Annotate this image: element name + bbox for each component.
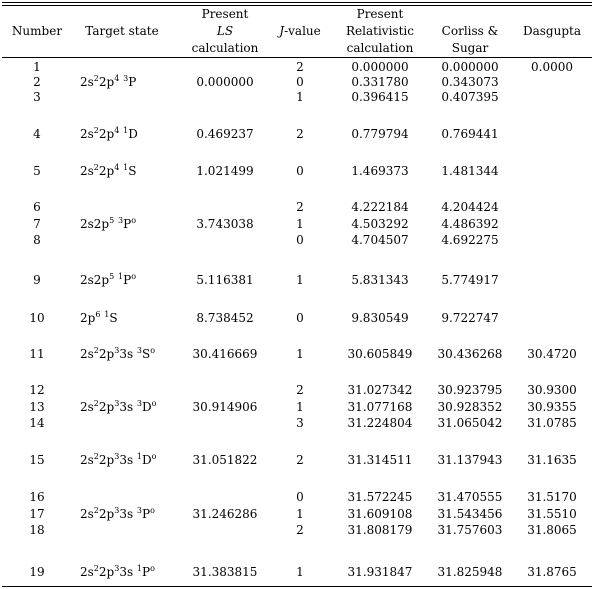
cell-n-15: 15	[29, 453, 45, 467]
cell-dg-17: 31.5510	[527, 507, 577, 521]
cell-dg-15: 31.1635	[527, 453, 577, 467]
cell-j-2: 0	[296, 75, 304, 89]
cell-dg-14: 31.0785	[527, 416, 577, 430]
cell-ls-9: 5.116381	[196, 273, 254, 287]
cell-cs-5: 1.481344	[441, 164, 499, 178]
cell-n-6: 6	[33, 200, 41, 214]
cell-cs-17: 31.543456	[437, 507, 503, 521]
cell-state-10: $2p^6$ $^1$S	[80, 310, 118, 325]
cell-cs-8: 4.692275	[441, 233, 499, 247]
header-number: Number	[11, 24, 63, 38]
cell-j-4: 2	[296, 127, 304, 141]
cell-n-18: 18	[29, 523, 45, 537]
header-rel-line2: Relativistic	[346, 24, 414, 38]
header-dasgupta: Dasgupta	[522, 24, 581, 38]
header-ls-line1: Present	[201, 7, 249, 21]
cell-j-10: 0	[296, 311, 304, 325]
top-rule	[2, 2, 592, 3]
header-ls-line2: LS	[216, 24, 234, 38]
cell-cs-7: 4.486392	[441, 217, 499, 231]
cell-dg-16: 31.5170	[527, 490, 577, 504]
cell-cs-3: 0.407395	[441, 90, 499, 104]
header-cs-line1: Corliss &	[441, 24, 499, 38]
cell-j-13: 1	[296, 400, 304, 414]
cell-n-19: 19	[29, 565, 45, 579]
cell-cs-12: 30.923795	[437, 383, 503, 397]
cell-rel-15: 31.314511	[347, 453, 413, 467]
cell-cs-6: 4.204424	[441, 200, 499, 214]
cell-j-11: 1	[296, 347, 304, 361]
cell-j-12: 2	[296, 383, 304, 397]
cell-rel-18: 31.808179	[347, 523, 413, 537]
cell-cs-11: 30.436268	[437, 347, 503, 361]
cell-cs-1: 0.000000	[441, 60, 499, 74]
cell-dg-19: 31.8765	[527, 565, 577, 579]
cell-ls-17: 31.246286	[192, 507, 258, 521]
top-rule-double	[2, 5, 592, 6]
cell-ls-7: 3.743038	[196, 217, 254, 231]
cell-cs-14: 31.065042	[437, 416, 503, 430]
cell-n-12: 12	[29, 383, 45, 397]
cell-state-17: $2s^22p^33s$ $^3P^o$	[80, 506, 155, 521]
header-j-value: J-value	[279, 24, 321, 38]
cell-j-7: 1	[296, 217, 304, 231]
cell-state-4: $2s^22p^4$ $^1$D	[80, 126, 138, 141]
cell-j-16: 0	[296, 490, 304, 504]
cell-cs-2: 0.343073	[441, 75, 499, 89]
cell-rel-2: 0.331780	[351, 75, 409, 89]
cell-ls-15: 31.051822	[192, 453, 258, 467]
header-ls-line3: calculation	[191, 41, 259, 55]
cell-rel-19: 31.931847	[347, 565, 413, 579]
cell-ls-5: 1.021499	[196, 164, 254, 178]
cell-ls-4: 0.469237	[196, 127, 254, 141]
cell-rel-3: 0.396415	[351, 90, 409, 104]
cell-n-13: 13	[29, 400, 45, 414]
cell-state-7: $2s2p^5$ $^3P^o$	[80, 216, 137, 231]
cell-rel-11: 30.605849	[347, 347, 413, 361]
cell-ls-11: 30.416669	[192, 347, 258, 361]
cell-n-11: 11	[29, 347, 45, 361]
cell-state-19: $2s^22p^33s$ $^1P^o$	[80, 564, 155, 579]
bottom-rule	[2, 586, 592, 587]
cell-n-1: 1	[33, 60, 41, 74]
cell-j-18: 2	[296, 523, 304, 537]
cell-cs-19: 31.825948	[437, 565, 503, 579]
cell-n-7: 7	[33, 217, 41, 231]
header-cs-line2: Sugar	[451, 41, 489, 55]
cell-n-16: 16	[29, 490, 45, 504]
cell-j-5: 0	[296, 164, 304, 178]
cell-dg-1: 0.0000	[531, 60, 573, 74]
cell-rel-7: 4.503292	[351, 217, 409, 231]
cell-n-14: 14	[29, 416, 45, 430]
cell-n-3: 3	[33, 90, 41, 104]
cell-j-14: 3	[296, 416, 304, 430]
cell-cs-10: 9.722747	[441, 311, 499, 325]
cell-cs-9: 5.774917	[441, 273, 499, 287]
cell-rel-17: 31.609108	[347, 507, 413, 521]
cell-rel-14: 31.224804	[347, 416, 413, 430]
cell-dg-11: 30.4720	[527, 347, 577, 361]
cell-state-9: $2s2p^5$ $^1P^o$	[80, 272, 137, 287]
cell-ls-19: 31.383815	[192, 565, 258, 579]
cell-n-4: 4	[33, 127, 41, 141]
cell-n-17: 17	[29, 507, 45, 521]
cell-ls-2: 0.000000	[196, 75, 254, 89]
cell-rel-10: 9.830549	[351, 311, 409, 325]
cell-ls-10: 8.738452	[196, 311, 254, 325]
header-rel-line3: calculation	[346, 41, 414, 55]
cell-n-8: 8	[33, 233, 41, 247]
cell-n-9: 9	[33, 273, 41, 287]
cell-ls-13: 30.914906	[192, 400, 258, 414]
cell-cs-4: 0.769441	[441, 127, 499, 141]
cell-rel-4: 0.779794	[351, 127, 409, 141]
cell-state-2: $2s^22p^4$ $^3$P	[80, 74, 137, 89]
header-rule	[2, 57, 592, 58]
cell-rel-5: 1.469373	[351, 164, 409, 178]
cell-j-19: 1	[296, 565, 304, 579]
cell-dg-12: 30.9300	[527, 383, 577, 397]
cell-j-6: 2	[296, 200, 304, 214]
cell-n-2: 2	[33, 75, 41, 89]
cell-rel-1: 0.000000	[351, 60, 409, 74]
cell-state-5: $2s^22p^4$ $^1$S	[80, 163, 137, 178]
cell-rel-16: 31.572245	[347, 490, 413, 504]
cell-rel-9: 5.831343	[351, 273, 409, 287]
cell-j-9: 1	[296, 273, 304, 287]
cell-rel-13: 31.077168	[347, 400, 413, 414]
cell-j-8: 0	[296, 233, 304, 247]
cell-state-13: $2s^22p^33s$ $^3D^o$	[80, 399, 157, 414]
cell-n-5: 5	[33, 164, 41, 178]
cell-dg-13: 30.9355	[527, 400, 577, 414]
cell-state-11: $2s^22p^33s$ $^3S^o$	[80, 346, 156, 361]
header-rel-line1: Present	[356, 7, 404, 21]
cell-j-1: 2	[296, 60, 304, 74]
cell-dg-18: 31.8065	[527, 523, 577, 537]
cell-n-10: 10	[29, 311, 45, 325]
cell-j-3: 1	[296, 90, 304, 104]
cell-rel-12: 31.027342	[347, 383, 413, 397]
cell-cs-15: 31.137943	[437, 453, 503, 467]
header-target-state: Target state	[85, 24, 159, 38]
cell-j-17: 1	[296, 507, 304, 521]
cell-cs-13: 30.928352	[437, 400, 503, 414]
cell-j-15: 2	[296, 453, 304, 467]
cell-cs-16: 31.470555	[437, 490, 503, 504]
cell-state-15: $2s^22p^33s$ $^1D^o$	[80, 452, 157, 467]
cell-rel-6: 4.222184	[351, 200, 409, 214]
cell-cs-18: 31.757603	[437, 523, 503, 537]
cell-rel-8: 4.704507	[351, 233, 409, 247]
